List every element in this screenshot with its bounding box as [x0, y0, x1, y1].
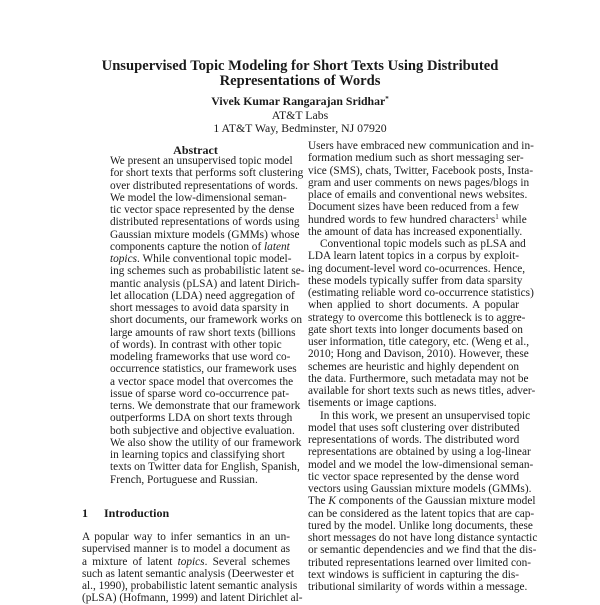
text-line: representations are obtained by using a log-linear [308, 446, 531, 459]
text-line: occurrence statistics, our framework uses [110, 363, 297, 376]
text-line: in learning topics and classifying short [110, 449, 285, 461]
text-line: Users have embraced new communication and in- [308, 140, 534, 152]
text-line: tributional similarity of words within a message. [308, 581, 528, 593]
text-span: The [308, 495, 329, 508]
italic-text: K [328, 495, 336, 508]
abstract-heading: Abstract [173, 143, 218, 157]
address: 1 AT&T Way, Bedminster, NJ 07920 [213, 121, 387, 135]
text-line: tic vector space represented by the dense [110, 204, 295, 216]
text-line: model that uses soft clustering over distributed [308, 421, 520, 434]
text-line: (estimating reliable word co-occurrence statistics) [308, 287, 534, 299]
text-line: can be considered as the latent topics that are cap- [308, 507, 535, 520]
text-line: or semantic dependencies and we find that the dis- [308, 544, 537, 557]
introduction-body [82, 531, 303, 605]
text-line: We model the low-dimensional seman- [110, 191, 287, 204]
text-line: Gaussian mixture models (GMMs) whose [110, 228, 300, 241]
text-line: place of emails and conventional news websites. [308, 189, 528, 201]
author-footnote-mark: * [385, 95, 389, 103]
text-line: text windows is sufficient in capturing the dis- [308, 568, 519, 581]
italic-text: latent [264, 240, 290, 253]
footnote-mark: 1 [495, 212, 499, 221]
author-name [0, 94, 600, 109]
text-line: strategy to overcome this bottleneck is to aggre- [308, 311, 526, 324]
abstract-body [110, 155, 305, 486]
text-line: these models typically suffer from data sparsity [308, 274, 523, 287]
text-line: tisements or image captions. [308, 397, 437, 410]
text-line: French, Portuguese and Russian. [110, 473, 258, 486]
text-line: a vector space model that overcomes the [110, 375, 294, 388]
italic-text: topics [110, 253, 137, 265]
text-line: al., 1990), probabilistic latent semantic analysis [82, 580, 298, 592]
text-line: tured by the model. Unlike long documents, these [308, 519, 533, 532]
text-line: ing schemes such as probabilistic latent se- [110, 265, 305, 278]
affiliation: AT&T Labs [271, 108, 329, 122]
text-line: In this work, we present an unsupervised topic [320, 409, 531, 422]
text-line: available for short texts such as news titles, adver- [308, 385, 536, 397]
text-line: We also show the utility of our framework [110, 436, 302, 449]
text-line: short messages to avoid data sparsity in [110, 302, 289, 314]
text-line: (pLSA) (Hofmann, 1999) and latent Dirichlet al- [82, 592, 303, 605]
section-heading-introduction [82, 506, 169, 521]
text-line: the data. Furthermore, such metadata may not be [308, 372, 529, 385]
text-line: over distributed representations of words. [110, 179, 298, 192]
text-line: for short texts that performs soft clustering [110, 167, 304, 180]
text-line: formation medium such as short messaging ser- [308, 152, 524, 165]
text-line: large amounts of raw short texts (billions [110, 326, 296, 339]
text-line: ing document-level word co-ocurrences. Hence, [308, 262, 526, 275]
text-line: both subjective and objective evaluation. [110, 424, 295, 437]
text-span: . While conventional topic model- [137, 253, 292, 265]
author-text: Vivek Kumar Rangarajan Sridhar [211, 94, 386, 108]
text-line: 2010; Hong and Davison, 2010). However, these [308, 348, 529, 361]
text-line: Conventional topic models such as pLSA and [320, 238, 526, 250]
text-line: representations of words. The distributed word [308, 434, 520, 446]
text-line: distributed representations of words using [110, 216, 300, 229]
text-line: the amount of data has increased exponentially. [308, 225, 523, 238]
text-line: supervised manner is to model a document as [82, 543, 290, 556]
text-span: . Several schemes [204, 555, 291, 568]
text-line: Document sizes have been reduced from a few [308, 201, 520, 214]
text-line: We present an unsupervised topic model [110, 155, 293, 167]
text-line: outperforms LDA on short texts through [110, 412, 293, 425]
text-span: components capture the notion of [110, 240, 265, 253]
text-line: tic vector space represented by the dense word [308, 470, 519, 483]
text-line: short documents, our framework works on [110, 314, 303, 327]
text-line: gate short texts into longer documents based on [308, 323, 523, 336]
title-line-2: Representations of Words [219, 73, 381, 89]
text-line [82, 556, 290, 568]
right-column-body [308, 140, 538, 593]
text-line: LDA learn latent topics in a corpus by exploit- [308, 250, 519, 263]
title-line-1: Unsupervised Topic Modeling for Short Texts Using Distributed [101, 58, 499, 74]
text-line: schemes are heuristic and highly dependent on [308, 360, 519, 373]
text-line: model and we model the low-dimensional seman- [308, 458, 534, 471]
text-line: vectors using Gaussian mixture models (GMMs). [308, 483, 532, 495]
section-number: 1 [82, 506, 88, 520]
text-line: texts on Twitter data for English, Spanish, [110, 461, 300, 474]
text-line: modeling frameworks that use word co- [110, 351, 291, 363]
text-line [308, 212, 527, 226]
text-line: terns. We demonstrate that our framework [110, 400, 301, 412]
text-line: of words). In contrast with other topic [110, 338, 282, 351]
text-span: a mixture of latent [82, 555, 178, 568]
italic-text: topics [177, 555, 205, 568]
text-line: mantic analysis (pLSA) and latent Dirich- [110, 277, 300, 290]
text-line: when applied to short documents. A popular [308, 299, 519, 312]
text-line: vice (SMS), chats, Twitter, Facebook posts, Insta- [308, 164, 534, 177]
section-title: Introduction [104, 506, 170, 520]
paper-title [0, 59, 600, 89]
text-line: tributed representations learned over limited con- [308, 556, 532, 569]
text-line: issue of sparse word co-occurrence pat- [110, 387, 290, 400]
text-span: while [498, 213, 527, 226]
text-line: let allocation (LDA) need aggregation of [110, 289, 295, 302]
text-line: such as latent semantic analysis (Deerwester et [82, 567, 295, 580]
text-span: hundred words to few hundred characters [308, 213, 496, 226]
text-line [110, 253, 292, 265]
text-span: components of the Gaussian mixture model [335, 495, 536, 508]
text-line: gram and user comments on news pages/blogs in [308, 176, 530, 189]
text-line: A popular way to infer semantics in an un- [82, 531, 290, 543]
text-line [308, 495, 536, 508]
text-line: short messages do not have long distance syntactic [308, 532, 538, 544]
text-line: user information, title category, etc. (Weng et al., [308, 336, 530, 348]
text-line [110, 240, 290, 253]
